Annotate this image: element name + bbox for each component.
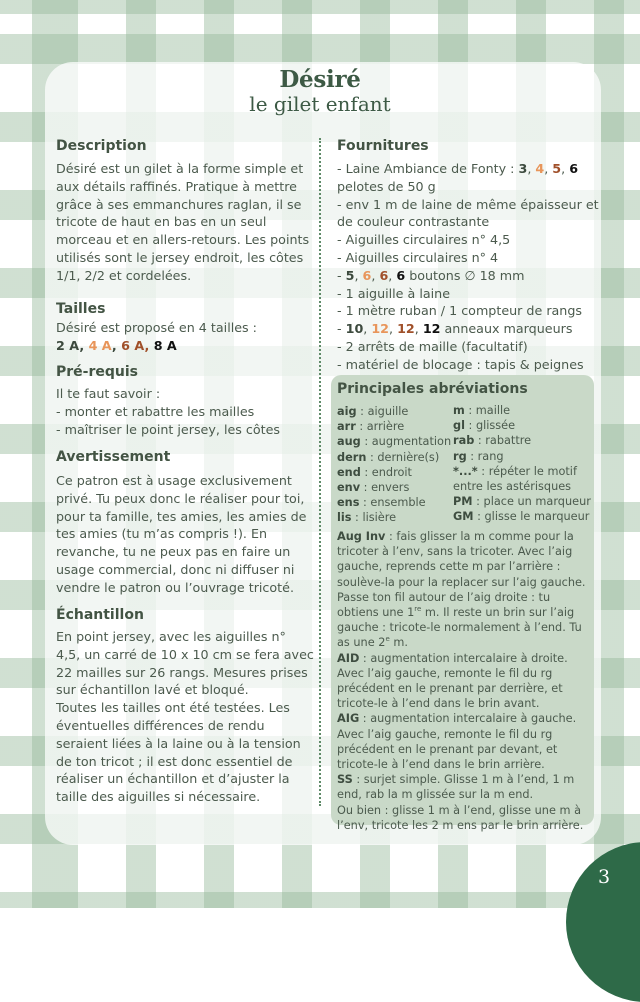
laine-suffix: pelotes de 50 g	[337, 178, 436, 194]
fourniture-laine	[337, 160, 599, 196]
boutons-size-6a: 6	[379, 267, 389, 283]
sep: ,	[363, 321, 372, 337]
size-6a: 6 A	[121, 337, 145, 353]
prerequis-item: - maîtriser le point jersey, les côtes	[56, 421, 281, 437]
fournitures-heading: Fournitures	[337, 138, 429, 154]
sep: ,	[371, 267, 380, 283]
abbr-term: AID	[337, 651, 360, 665]
fourniture-aiguille-laine: - 1 aiguille à laine	[337, 285, 451, 301]
fourniture-aig4: - Aiguilles circulaires n° 4	[337, 249, 499, 265]
page-number: 3	[598, 866, 611, 888]
laine-size-2a: 3	[518, 161, 528, 176]
abbreviation-item	[453, 418, 593, 433]
abbr-term: *...*	[453, 464, 478, 478]
abbr-definition: : envers	[360, 481, 410, 495]
abbreviation-item	[453, 509, 593, 524]
abbreviation-item	[337, 495, 457, 510]
abbr-definition: : ensemble	[359, 496, 426, 510]
dash: -	[337, 267, 346, 283]
abbr-term: aig	[337, 405, 357, 418]
tailles-text: Désiré est proposé en 4 tailles :	[56, 320, 257, 335]
abbr-term: lis	[337, 511, 352, 525]
size-2a: 2 A	[56, 337, 80, 353]
sep: ,	[544, 161, 553, 176]
abbreviation-item	[337, 404, 457, 419]
abbr-term: rg	[453, 449, 467, 463]
abbr-definition: m. Il reste un brin sur l’aig gauche : tricote-le normalement à l’end. Tu as une 2	[337, 606, 582, 650]
abbreviation-item	[337, 510, 457, 525]
prerequis-item: - monter et rabattre les mailles	[56, 403, 255, 419]
prerequis-intro: Il te faut savoir :	[56, 386, 161, 401]
abbreviations-box	[331, 375, 594, 832]
sep: ,	[354, 267, 363, 283]
size-sep: ,	[79, 337, 89, 353]
abbr-definition: : dernière(s)	[366, 450, 440, 464]
abbr-term: m	[453, 404, 465, 417]
abbr-definition: : fais glisser la m comme pour la tricoter à l’env, sans la tricoter. Avec l’aig gauche, reprends cette m par l’arrière : soulève-la pour la replacer sur l’aig gauche. Passe ton fil autour de l’aig droite : tu obtiens une 1	[337, 530, 586, 620]
boutons-size-4a: 6	[362, 267, 372, 283]
abbreviation-item	[453, 433, 593, 448]
column-divider	[319, 138, 321, 806]
fourniture-env: - env 1 m de laine de même épaisseur et de couleur contrastante	[337, 196, 599, 230]
abbr-definition: : augmentation	[360, 435, 452, 449]
sep: ,	[561, 161, 570, 176]
superscript: re	[414, 605, 422, 614]
abbreviation-item	[453, 479, 593, 494]
abbreviation-item	[337, 450, 457, 465]
note-aig	[337, 711, 593, 772]
laine-size-4a: 4	[535, 161, 545, 176]
echantillon-text-2: Toutes les tailles ont été testées. Les éventuelles différences de rendu seraient liées à la laine ou à la tension de ton tricot ; il est donc essentiel de réaliser un échantillon et d’ajuster la taille des aiguilles si nécessaire.	[56, 700, 301, 805]
note-ou-bien: Ou bien : glisse 1 m à l’end, glisse une m à l’env, tricote les 2 m ens par le brin arrière.	[337, 803, 584, 832]
abbr-term: dern	[337, 450, 367, 464]
abbreviation-item	[453, 449, 593, 464]
abbreviation-item	[337, 434, 457, 449]
avertissement-heading: Avertissement	[56, 449, 171, 465]
fourniture-arrets: - 2 arrêts de maille (facultatif)	[337, 338, 528, 354]
abbr-term: AIG	[337, 712, 360, 726]
anneaux-size-6a: 12	[397, 321, 415, 337]
section-avertissement	[56, 447, 314, 597]
abbr-definition: entre les astérisques	[453, 480, 572, 494]
fourniture-blocage: - matériel de blocage : tapis & peignes	[337, 356, 584, 372]
abbr-term: GM	[453, 510, 474, 524]
abbreviations-heading: Principales abréviations	[337, 381, 528, 397]
abbr-term: end	[337, 465, 361, 479]
abbr-term: SS	[337, 773, 353, 787]
abbr-term: Aug Inv	[337, 530, 386, 543]
sep: ,	[414, 321, 423, 337]
abbr-definition: : augmentation intercalaire à gauche. Avec l’aig gauche, remonte le fil du rg précédent en le prenant par devant, et tricote-le à l’end dans le brin arrière.	[337, 712, 577, 772]
abbr-definition: : augmentation intercalaire à droite. Avec l’aig gauche, remonte le fil du rg précédent en le prenant par derrière, et tricote-le à l’end dans le brin avant.	[337, 651, 568, 711]
superscript: e	[385, 635, 390, 644]
abbreviation-item	[453, 403, 593, 418]
note-aug-inv	[337, 529, 593, 651]
abbr-definition: : endroit	[360, 465, 412, 479]
avertissement-text: Ce patron est à usage exclusivement privé. Tu peux donc le réaliser pour toi, pour ta famille, tes amies, les amies de tes amies (tu m’as compris !). En revanche, tu ne peux pas en faire un usage commercial, donc ni diffuser ni vendre le patron ou l’ouvrage tricoté.	[56, 473, 307, 595]
page-subtitle: le gilet enfant	[249, 92, 391, 116]
size-sep: ,	[144, 337, 154, 353]
section-tailles	[56, 299, 314, 355]
abbr-definition: : place un marqueur	[472, 495, 591, 509]
boutons-size-2a: 5	[345, 267, 355, 283]
abbr-term: aug	[337, 435, 361, 449]
section-echantillon	[56, 605, 314, 806]
abbr-definition: : glisse le marqueur	[473, 510, 590, 524]
fourniture-boutons	[337, 267, 599, 285]
abbreviation-item	[453, 464, 593, 479]
sep: ,	[388, 267, 397, 283]
abbr-definition: : arrière	[355, 420, 405, 434]
anneaux-size-2a: 10	[345, 321, 364, 337]
fourniture-aig45: - Aiguilles circulaires n° 4,5	[337, 232, 511, 248]
abbreviation-item	[337, 465, 457, 480]
abbr-definition: : maille	[464, 404, 511, 417]
page-title: Désiré	[279, 66, 361, 93]
abbr-term: ens	[337, 496, 360, 510]
abbr-definition: : rang	[466, 449, 504, 463]
fourniture-metre: - 1 mètre ruban / 1 compteur de rangs	[337, 303, 583, 319]
abbr-definition: : surjet simple. Glisse 1 m à l’end, 1 m end, rab la m glissée sur la m end.	[337, 773, 575, 802]
laine-prefix: - Laine Ambiance de Fonty :	[337, 161, 519, 176]
abbreviation-item	[337, 480, 457, 495]
abbr-term: arr	[337, 420, 356, 434]
tailles-heading: Tailles	[56, 301, 106, 317]
tailles-sizes	[56, 337, 314, 355]
laine-size-6a: 5	[552, 161, 562, 176]
section-fournitures	[337, 136, 599, 374]
abbr-definition: m.	[389, 636, 408, 650]
description-text: Désiré est un gilet à la forme simple et aux détails raffinés. Pratique à mettre grâce à ses emmanchures raglan, il se tricote de haut en bas en un seul morceau et en allers-retours. Les points utilisés sont le jersey endroit, les côtes 1/1, 2/2 et cordelées.	[56, 161, 310, 283]
anneaux-suffix: anneaux marqueurs	[440, 321, 573, 337]
note-aid	[337, 651, 593, 712]
boutons-size-8a: 6	[396, 267, 406, 283]
size-4a: 4 A	[88, 337, 112, 353]
note-ss	[337, 772, 593, 802]
section-prerequis	[56, 362, 314, 438]
abbreviation-item	[337, 419, 457, 434]
boutons-suffix: boutons ∅ 18 mm	[405, 267, 525, 283]
fourniture-anneaux	[337, 320, 599, 338]
abbreviations-notes	[337, 529, 593, 833]
abbr-term: rab	[453, 434, 475, 448]
abbr-definition: : glissée	[464, 419, 516, 433]
prerequis-heading: Pré-requis	[56, 364, 138, 380]
description-heading: Description	[56, 138, 147, 154]
dash: -	[337, 321, 346, 337]
abbreviations-left-column	[337, 404, 457, 526]
abbreviations-right-column	[453, 403, 593, 525]
laine-size-8a: 6	[569, 161, 579, 176]
abbr-term: gl	[453, 419, 465, 433]
abbr-definition: : rabattre	[474, 434, 532, 448]
echantillon-text-1: En point jersey, avec les aiguilles n° 4,5, un carré de 10 x 10 cm se fera avec 22 mailles sur 26 rangs. Mesures prises sur échantillon lavé et bloqué.	[56, 629, 314, 698]
anneaux-size-4a: 12	[371, 321, 390, 337]
section-description	[56, 136, 314, 285]
abbr-definition: : répéter le motif	[477, 464, 577, 478]
abbr-definition: : aiguille	[356, 405, 409, 418]
anneaux-size-8a: 12	[422, 321, 441, 337]
sep: ,	[527, 161, 536, 176]
abbr-term: env	[337, 481, 361, 495]
size-sep: ,	[111, 337, 122, 353]
sep: ,	[389, 321, 398, 337]
abbreviation-item	[453, 494, 593, 509]
abbr-term: PM	[453, 495, 473, 509]
echantillon-heading: Échantillon	[56, 607, 144, 623]
size-8a: 8 A	[153, 337, 177, 353]
abbr-definition: : lisière	[351, 511, 397, 525]
